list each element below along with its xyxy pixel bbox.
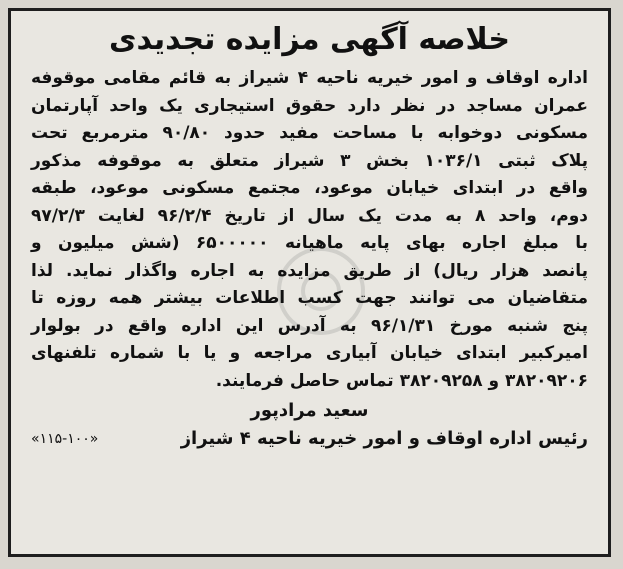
notice-code: «۱۱۵-۱۰۰» bbox=[31, 431, 99, 447]
body-line: عمران مساجد در نظر دارد حقوق استیجاری یک واحد آپارتمان bbox=[31, 95, 588, 116]
body-line: مسکونی دوخوابه با مساحت مفید حدود ۹۰/۸۰ مترمربع تحت bbox=[31, 123, 588, 143]
body-line: متقاضیان می توانند جهت کسب اطلاعات بیشتر همه روزه تا bbox=[31, 288, 588, 308]
notice-body bbox=[31, 65, 588, 395]
notice-title: خلاصه آگهی مزایده تجدیدی bbox=[109, 22, 510, 57]
body-line: ۳۸۲۰۹۲۰۶ و ۳۸۲۰۹۲۵۸ تماس حاصل فرمایند. bbox=[215, 370, 588, 391]
notice-content bbox=[31, 21, 588, 544]
body-line: پلاک ثبتی ۱۰۳۶/۱ بخش ۳ شیراز متعلق به موقوفه مذکور bbox=[31, 150, 588, 171]
body-line: واقع در ابتدای خیابان موعود، مجتمع مسکونی موعود، طبقه bbox=[31, 178, 588, 198]
signer-title: رئیس اداره اوقاف و امور خیریه ناحیه ۴ شیراز bbox=[180, 428, 588, 449]
notice-frame bbox=[8, 8, 611, 557]
body-line: امیرکبیر ابتدای خیابان آبیاری مراجعه و یا با شماره تلفنهای bbox=[31, 343, 588, 363]
body-line: پنج شنبه مورخ ۹۶/۱/۳۱ به آدرس این اداره واقع در بولوار bbox=[31, 315, 588, 336]
signature-row bbox=[31, 425, 588, 453]
body-line: دوم، واحد ۸ به مدت یک سال از تاریخ ۹۶/۲/۴ لغایت ۹۷/۲/۳ bbox=[31, 205, 588, 226]
body-line: با مبلغ اجاره بهای پایه ماهیانه ۶۵۰۰۰۰۰ (شش میلیون و bbox=[31, 233, 588, 253]
body-line: پانصد هزار ریال) از طریق مزایده به اجاره واگذار نماید. لذا bbox=[31, 260, 588, 281]
signer-name: سعید مرادپور bbox=[250, 400, 369, 421]
body-line: اداره اوقاف و امور خیریه ناحیه ۴ شیراز به قائم مقامی موقوفه bbox=[31, 68, 588, 88]
